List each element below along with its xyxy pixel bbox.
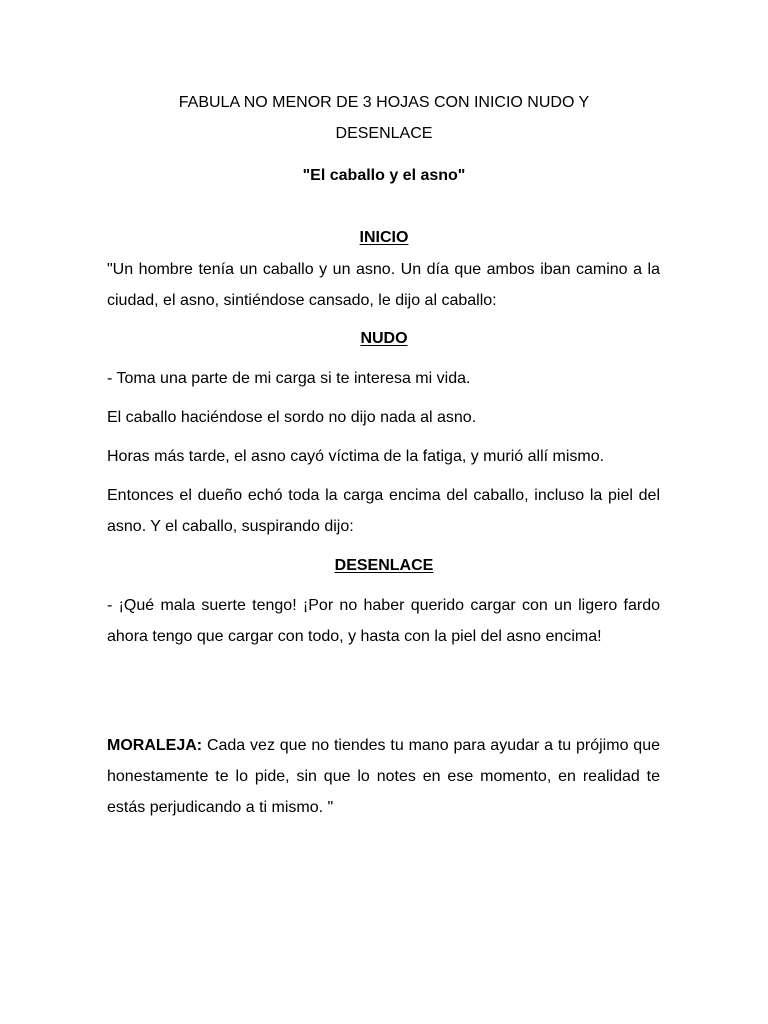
- paragraph-nudo-2: El caballo haciéndose el sordo no dijo nada al asno.: [107, 409, 477, 426]
- moraleja-text: Cada vez que no tiendes tu mano para ayudar a tu prójimo que honestamente te lo pide, sin que lo notes en ese momento, en realidad te estás perjudicando a ti mismo. ": [107, 737, 660, 816]
- document-title-line-2: DESENLACE: [335, 125, 433, 142]
- section-heading-nudo: NUDO: [360, 330, 408, 347]
- section-heading-inicio: INICIO: [359, 229, 409, 246]
- document-title-line-1: FABULA NO MENOR DE 3 HOJAS CON INICIO NUDO Y: [178, 94, 590, 111]
- paragraph-inicio: "Un hombre tenía un caballo y un asno. Un día que ambos iban camino a la ciudad, el asno, sintiéndose cansado, le dijo al caballo:: [107, 261, 660, 309]
- paragraph-nudo-4: Entonces el dueño echó toda la carga encima del caballo, incluso la piel del asno. Y el caballo, suspirando dijo:: [107, 487, 660, 535]
- moraleja-label: MORALEJA:: [107, 737, 203, 754]
- paragraph-desenlace: - ¡Qué mala suerte tengo! ¡Por no haber querido cargar con un ligero fardo ahora tengo que cargar con todo, y hasta con la piel del asno encima!: [107, 597, 660, 645]
- section-heading-desenlace: DESENLACE: [334, 557, 434, 574]
- moraleja-paragraph: [107, 730, 660, 823]
- paragraph-nudo-1: - Toma una parte de mi carga si te interesa mi vida.: [107, 370, 471, 387]
- paragraph-nudo-3: Horas más tarde, el asno cayó víctima de la fatiga, y murió allí mismo.: [107, 448, 605, 465]
- story-title: "El caballo y el asno": [302, 167, 466, 184]
